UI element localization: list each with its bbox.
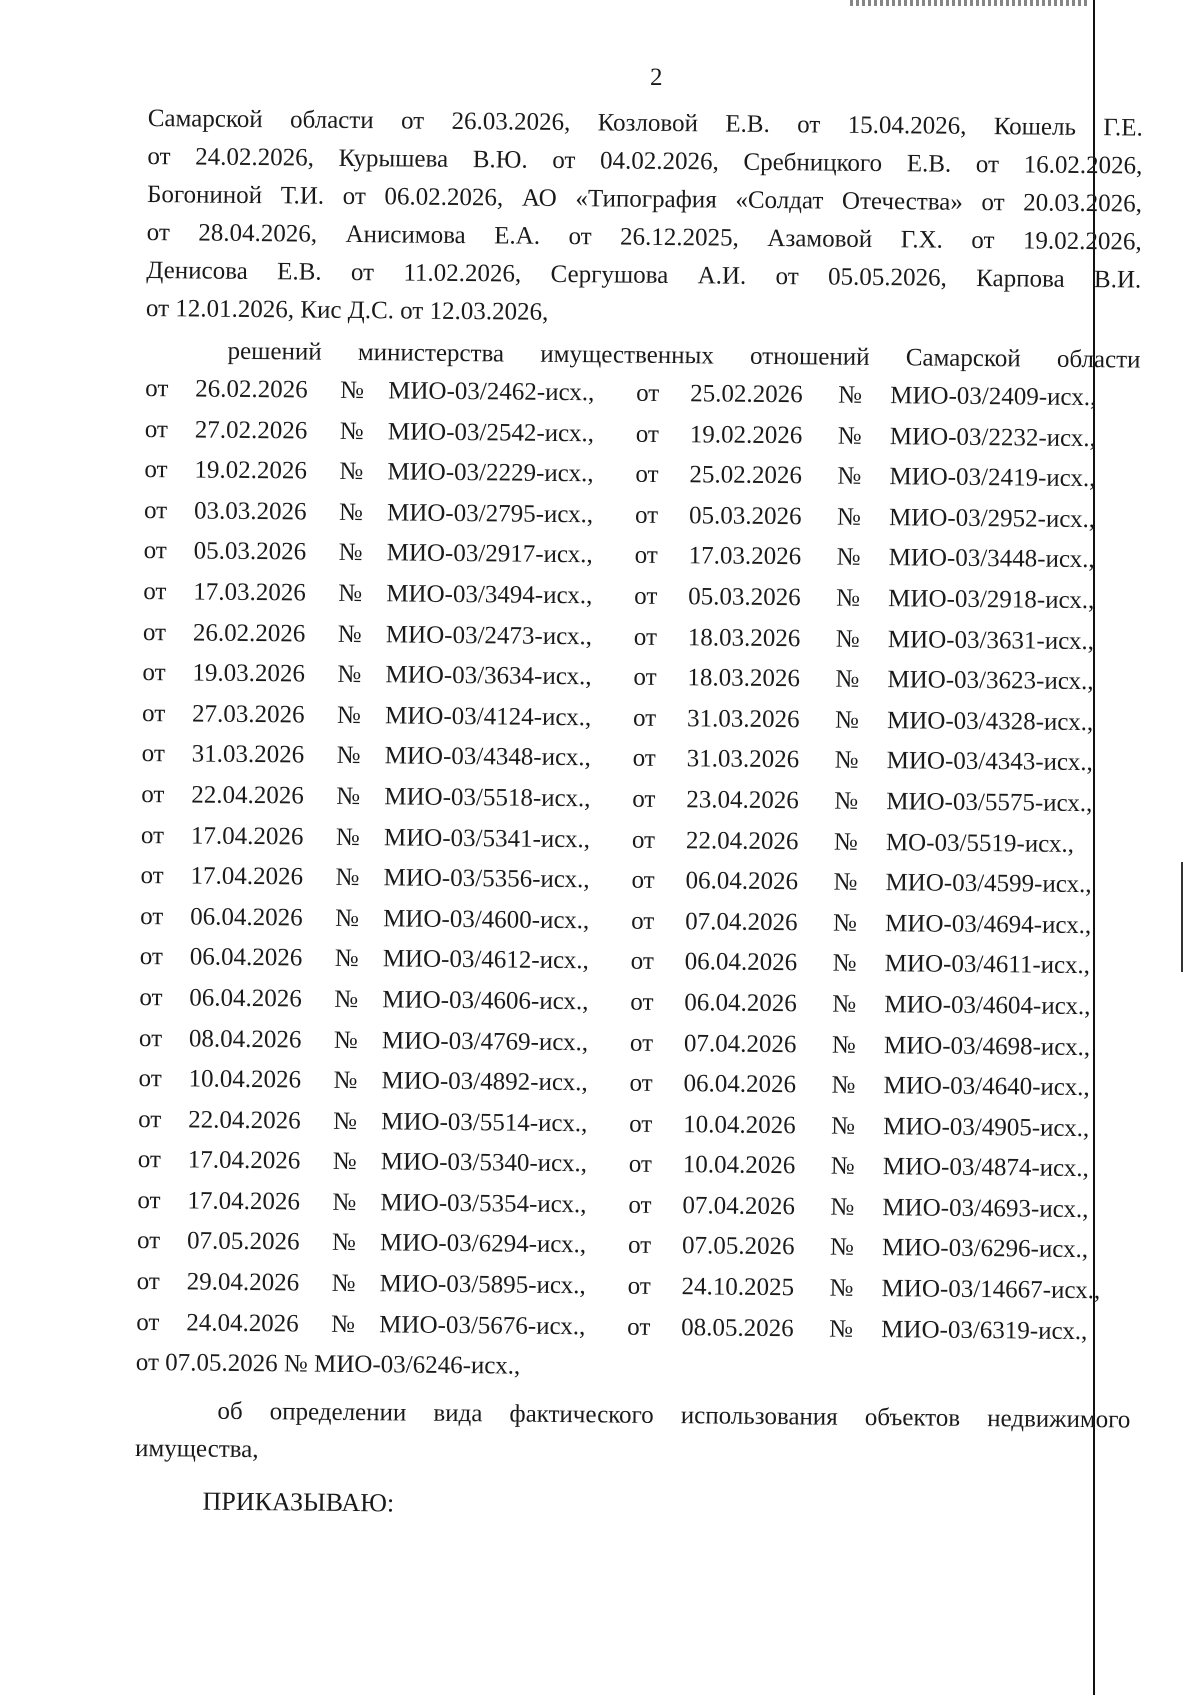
order-word: ПРИКАЗЫВАЮ:: [202, 1486, 395, 1518]
intro-word: от: [400, 107, 425, 135]
number-sign: №: [334, 985, 359, 1013]
from-label: от: [136, 1308, 160, 1336]
purpose-word: объектов: [864, 1404, 961, 1433]
number-sign: №: [336, 701, 362, 729]
number-sign: №: [833, 828, 858, 856]
decision-date: 06.04.2026: [683, 1070, 797, 1099]
decision-date: 24.10.2025: [681, 1273, 795, 1302]
decision-number: МИО-03/4905-исх.,: [883, 1112, 1090, 1142]
from-label: от: [632, 745, 656, 773]
number-sign: №: [832, 949, 857, 978]
number-sign: №: [340, 376, 365, 405]
decision-number: МИО-03/4604-исх.,: [884, 991, 1091, 1020]
purpose-word: использования: [680, 1402, 838, 1431]
number-sign: №: [335, 904, 360, 932]
decision-date: 07.04.2026: [683, 1029, 797, 1058]
intro-word: 16.02.2026,: [1023, 151, 1143, 180]
from-label: от: [144, 415, 169, 443]
from-label: от: [633, 623, 658, 651]
from-label: от: [139, 943, 164, 971]
decision-number: МИО-03/4698-исх.,: [883, 1031, 1091, 1061]
number-sign: №: [337, 661, 362, 689]
decision-date: 08.04.2026: [188, 1024, 302, 1054]
number-sign: №: [338, 539, 363, 567]
number-sign: №: [829, 1234, 855, 1262]
from-label: от: [141, 740, 165, 768]
decision-number: МИО-03/3623-исх.,: [887, 666, 1094, 696]
intro-word: Отечества»: [841, 187, 963, 216]
decision-number: МИО-03/4124-исх.,: [384, 702, 592, 732]
number-sign: №: [333, 1026, 358, 1054]
from-label: от: [138, 1024, 163, 1052]
intro-word: Карпова: [976, 264, 1065, 293]
decision-number: МИО-03/2229-исх.,: [387, 458, 594, 488]
decision-number: МИО-03/4348-исх.,: [384, 742, 591, 772]
heading-word: отношений: [749, 342, 870, 371]
from-label: от: [628, 1150, 653, 1179]
number-sign: №: [333, 1107, 358, 1135]
from-label: от: [631, 866, 655, 895]
from-label: от: [627, 1232, 652, 1260]
purpose-word: об: [217, 1397, 243, 1426]
from-label: от: [634, 542, 658, 570]
decision-date: 10.04.2026: [188, 1065, 302, 1094]
intro-line-6: от 12.01.2026, Кис Д.С. от 12.03.2026,: [145, 294, 549, 326]
decision-number: МО-03/5519-исх.,: [885, 828, 1075, 858]
intro-word: АО: [521, 184, 557, 212]
decision-number: МИО-03/4874-исх.,: [882, 1153, 1090, 1183]
number-sign: №: [836, 503, 862, 531]
decision-date: 17.04.2026: [187, 1187, 301, 1216]
heading-word: области: [1056, 345, 1141, 374]
decision-date: 18.03.2026: [687, 664, 801, 693]
decision-date: 17.03.2026: [193, 578, 306, 607]
intro-word: от: [981, 189, 1005, 217]
decision-date: 07.04.2026: [682, 1192, 796, 1221]
decision-date: 06.04.2026: [189, 943, 303, 972]
decision-date: 17.04.2026: [190, 821, 304, 851]
from-label: от: [139, 983, 163, 1012]
decision-number: МИО-03/5356-исх.,: [383, 864, 590, 894]
intro-word: Сергушова: [550, 260, 669, 290]
decision-number: МИО-03/4599-исх.,: [885, 869, 1092, 899]
from-label: от: [634, 582, 658, 610]
from-label: от: [629, 1069, 653, 1097]
from-label: от: [631, 907, 655, 935]
number-sign: №: [331, 1229, 357, 1257]
from-label: от: [142, 659, 166, 687]
decision-number: МИО-03/2952-исх.,: [888, 503, 1096, 533]
decision-number: МИО-03/5514-исх.,: [381, 1107, 588, 1137]
decision-number: МИО-03/14667-исх.,: [881, 1275, 1101, 1305]
number-sign: №: [339, 417, 364, 445]
number-sign: №: [830, 1152, 855, 1181]
decision-date: 17.04.2026: [187, 1146, 301, 1175]
number-sign: №: [832, 990, 857, 1018]
intro-word: от: [342, 182, 366, 211]
decision-date: 18.03.2026: [687, 623, 801, 652]
intro-word: 11.02.2026,: [403, 259, 522, 288]
decision-date: 03.03.2026: [193, 497, 307, 526]
decision-number: МИО-03/5575-исх.,: [886, 788, 1093, 818]
number-sign: №: [339, 458, 364, 486]
intro-word: от: [797, 111, 821, 139]
intro-word: А.И.: [697, 262, 747, 290]
intro-word: Е.В.: [725, 110, 770, 138]
purpose-line-2: имущества,: [134, 1435, 259, 1464]
decision-number: МИО-03/5340-исх.,: [380, 1148, 588, 1178]
decision-number: МИО-03/4640-исх.,: [883, 1072, 1090, 1102]
decision-date: 06.04.2026: [189, 984, 303, 1013]
decision-number: МИО-03/3494-исх.,: [386, 580, 593, 610]
decision-date: 07.04.2026: [685, 907, 798, 936]
from-label: от: [629, 1029, 654, 1057]
from-label: от: [627, 1272, 651, 1300]
number-sign: №: [834, 706, 860, 734]
from-label: от: [634, 501, 659, 529]
decision-number: МИО-03/2232-исх.,: [889, 422, 1097, 452]
decision-date: 07.05.2026: [681, 1232, 795, 1261]
from-label: от: [633, 663, 657, 692]
decision-number: МИО-03/4892-исх.,: [381, 1067, 588, 1097]
number-sign: №: [335, 823, 360, 851]
decision-date: 05.03.2026: [688, 501, 802, 531]
document-body: [134, 100, 1143, 1530]
decisions-list: [136, 370, 1140, 1354]
decision-number: МИО-03/4694-исх.,: [885, 909, 1092, 939]
from-label: от: [628, 1191, 652, 1219]
intro-word: Самарской: [147, 104, 263, 134]
decision-number: МИО-03/4600-исх.,: [383, 905, 590, 934]
from-label: от: [137, 1146, 162, 1174]
from-label: от: [136, 1227, 161, 1255]
decision-number: МИО-03/2462-исх.,: [388, 377, 595, 407]
decision-number: МИО-03/2795-исх.,: [386, 499, 594, 529]
intro-word: от: [975, 150, 1000, 179]
intro-word: 04.02.2026,: [599, 147, 719, 176]
from-label: от: [632, 785, 656, 813]
decision-date: 24.04.2026: [186, 1309, 299, 1338]
number-sign: №: [831, 1071, 856, 1099]
intro-word: от: [971, 226, 995, 255]
number-sign: №: [829, 1274, 854, 1302]
decision-date: 05.03.2026: [193, 537, 307, 566]
intro-word: Азамовой: [767, 224, 873, 253]
from-label: от: [141, 780, 165, 809]
intro-word: Денисова: [146, 256, 248, 285]
purpose-word: недвижимого: [987, 1405, 1131, 1434]
intro-word: от: [568, 223, 592, 251]
number-sign: №: [334, 945, 359, 973]
decision-date: 17.03.2026: [688, 542, 802, 571]
from-label: от: [141, 699, 166, 727]
number-sign: №: [338, 579, 363, 608]
decision-number: МИО-03/6294-исх.,: [379, 1229, 587, 1259]
number-sign: №: [837, 462, 862, 491]
number-sign: №: [831, 1031, 856, 1059]
from-label: от: [138, 1105, 162, 1133]
number-sign: №: [835, 625, 860, 653]
intro-word: 06.02.2026,: [384, 183, 504, 212]
decision-date: 10.04.2026: [682, 1151, 796, 1180]
intro-word: 26.12.2025,: [619, 223, 739, 252]
decision-date: 06.04.2026: [190, 903, 303, 932]
from-label: от: [631, 826, 656, 854]
intro-word: 19.02.2026,: [1022, 227, 1142, 256]
decision-number: МИО-03/4693-исх.,: [882, 1193, 1089, 1223]
intro-word: от: [775, 263, 799, 291]
intro-word: Курышева: [338, 144, 449, 173]
decision-number: МИО-03/4606-исх.,: [382, 986, 589, 1016]
intro-word: от: [146, 218, 170, 247]
from-label: от: [627, 1313, 651, 1341]
heading-word: решений: [227, 337, 322, 366]
number-sign: №: [336, 782, 361, 811]
decision-number: МИО-03/2473-исх.,: [385, 620, 593, 650]
intro-word: от: [552, 146, 576, 175]
intro-word: 28.04.2026,: [198, 219, 318, 248]
from-label: от: [630, 947, 654, 976]
from-label: от: [144, 456, 168, 484]
intro-word: Козловой: [597, 109, 699, 138]
number-sign: №: [331, 1269, 356, 1298]
scan-artifact-top: [850, 0, 1090, 6]
decision-number: МИО-03/3634-исх.,: [385, 661, 592, 691]
decision-number: МИО-03/3448-исх.,: [888, 544, 1095, 574]
number-sign: №: [332, 1188, 357, 1216]
number-sign: №: [830, 1193, 855, 1221]
scan-edge-mark: [1181, 862, 1183, 972]
intro-word: 24.02.2026,: [195, 143, 315, 172]
from-label: от: [145, 374, 169, 403]
decision-date: 22.04.2026: [188, 1106, 301, 1135]
decision-number: МИО-03/5676-исх.,: [379, 1310, 586, 1340]
decision-date: 06.04.2026: [685, 867, 799, 896]
number-sign: №: [337, 620, 362, 648]
decision-number: МИО-03/5895-исх.,: [379, 1270, 586, 1300]
number-sign: №: [338, 498, 364, 526]
number-sign: №: [838, 381, 863, 409]
number-sign: №: [836, 584, 861, 612]
purpose-word: вида: [433, 1400, 483, 1428]
decision-date: 05.03.2026: [688, 583, 801, 612]
from-label: от: [140, 821, 165, 849]
decision-date: 17.04.2026: [190, 862, 304, 891]
intro-word: 20.03.2026,: [1023, 189, 1143, 218]
heading-word: министерства: [357, 339, 505, 368]
intro-word: Богониной: [146, 180, 263, 210]
decision-number: МИО-03/6319-исх.,: [881, 1315, 1088, 1345]
intro-word: 15.04.2026,: [847, 111, 967, 140]
decision-date: 26.02.2026: [195, 375, 308, 404]
from-label: от: [143, 537, 167, 565]
from-label: от: [629, 1110, 653, 1138]
intro-word: от: [350, 258, 375, 287]
decision-number: МИО-03/4328-исх.,: [886, 706, 1094, 736]
intro-paragraph: [146, 100, 1143, 338]
decision-date: 31.03.2026: [191, 740, 305, 769]
from-label: от: [137, 1186, 161, 1215]
from-label: от: [140, 862, 164, 890]
decision-number: МИО-03/5518-исх.,: [384, 783, 591, 813]
decision-number: МИО-03/5341-исх.,: [383, 823, 591, 853]
heading-word: имущественных: [540, 340, 714, 370]
decision-date: 25.02.2026: [690, 380, 803, 409]
intro-word: от: [147, 142, 171, 171]
decision-number: МИО-03/2918-исх.,: [888, 585, 1095, 615]
decision-number: МИО-03/4611-исх.,: [884, 950, 1091, 980]
intro-word: Анисимова: [345, 220, 466, 250]
decision-number: МИО-03/2409-исх.,: [890, 382, 1097, 412]
decision-date: 22.04.2026: [191, 781, 304, 810]
from-label: от: [143, 577, 167, 606]
decision-number: МИО-03/5354-исх.,: [380, 1189, 587, 1219]
decision-number: МИО-03/2917-исх.,: [386, 539, 593, 569]
from-label: от: [635, 460, 659, 489]
intro-word: Кошель: [993, 113, 1077, 141]
intro-word: В.И.: [1093, 266, 1142, 294]
decision-date: 10.04.2026: [683, 1110, 796, 1139]
from-label: от: [635, 420, 660, 448]
decision-date: 19.02.2026: [689, 420, 803, 449]
decision-date: 22.04.2026: [685, 826, 799, 855]
intro-word: В.Ю.: [472, 146, 528, 174]
decision-date: 31.03.2026: [686, 745, 800, 774]
decision-number: МИО-03/2542-исх.,: [387, 417, 595, 447]
decision-date: 07.05.2026: [186, 1227, 300, 1256]
intro-word: Г.Х.: [900, 226, 943, 254]
number-sign: №: [829, 1315, 854, 1343]
decision-number: МИО-03/2419-исх.,: [889, 463, 1096, 493]
number-sign: №: [332, 1148, 357, 1176]
decision-date: 08.05.2026: [681, 1313, 794, 1342]
decision-date: 29.04.2026: [186, 1268, 300, 1297]
decision-date: 31.03.2026: [686, 704, 800, 734]
intro-word: «Солдат: [735, 186, 824, 215]
decision-number: МИО-03/6296-исх.,: [881, 1234, 1089, 1264]
purpose-word: фактического: [509, 1400, 654, 1430]
decision-date: 06.04.2026: [684, 989, 797, 1018]
number-sign: №: [831, 1112, 856, 1140]
number-sign: №: [335, 863, 360, 892]
number-sign: №: [833, 868, 858, 896]
decision-number: МИО-03/4343-исх.,: [886, 747, 1093, 777]
intro-word: Г.Е.: [1103, 114, 1143, 142]
decision-number: МИО-03/3631-исх.,: [887, 625, 1095, 655]
intro-word: Сребницкого: [743, 148, 883, 178]
intro-word: «Типография: [575, 185, 717, 214]
intro-word: Е.В.: [906, 150, 952, 178]
number-sign: №: [333, 1066, 358, 1095]
decision-date: 23.04.2026: [686, 786, 799, 815]
page-number: 2: [650, 64, 663, 91]
decision-date: 27.03.2026: [191, 700, 305, 729]
from-label: от: [138, 1065, 162, 1093]
from-label: от: [140, 902, 164, 930]
intro-word: 05.05.2026,: [827, 263, 947, 292]
from-label: от: [630, 988, 654, 1016]
decision-number: МИО-03/4612-исх.,: [382, 945, 589, 975]
decision-date: 19.02.2026: [194, 456, 308, 485]
heading-word: Самарской: [905, 344, 1021, 373]
decision-date: 26.02.2026: [192, 619, 306, 648]
purpose-word: определении: [269, 1398, 407, 1427]
number-sign: №: [837, 422, 862, 450]
intro-word: Е.В.: [276, 258, 322, 286]
decision-date: 06.04.2026: [684, 948, 798, 977]
number-sign: №: [836, 544, 861, 572]
decision-date: 25.02.2026: [689, 461, 803, 490]
intro-word: Т.И.: [280, 182, 325, 210]
number-sign: №: [834, 787, 859, 815]
from-label: от: [136, 1268, 160, 1296]
intro-word: Е.А.: [494, 222, 541, 250]
from-label: от: [632, 704, 657, 732]
from-label: от: [636, 379, 660, 407]
number-sign: №: [834, 746, 859, 775]
number-sign: №: [835, 665, 860, 694]
decision-date: 19.03.2026: [192, 659, 306, 688]
number-sign: №: [331, 1310, 356, 1338]
from-label: от: [143, 496, 168, 524]
number-sign: №: [833, 909, 858, 937]
intro-word: области: [289, 106, 374, 135]
number-sign: №: [336, 742, 361, 770]
decision-date: 27.02.2026: [194, 416, 308, 445]
from-label: от: [142, 618, 167, 646]
intro-word: 26.03.2026,: [451, 107, 571, 137]
decision-number: МИО-03/4769-исх.,: [381, 1026, 589, 1056]
decisions-last-line: от 07.05.2026 № МИО-03/6246-исх.,: [135, 1349, 521, 1380]
